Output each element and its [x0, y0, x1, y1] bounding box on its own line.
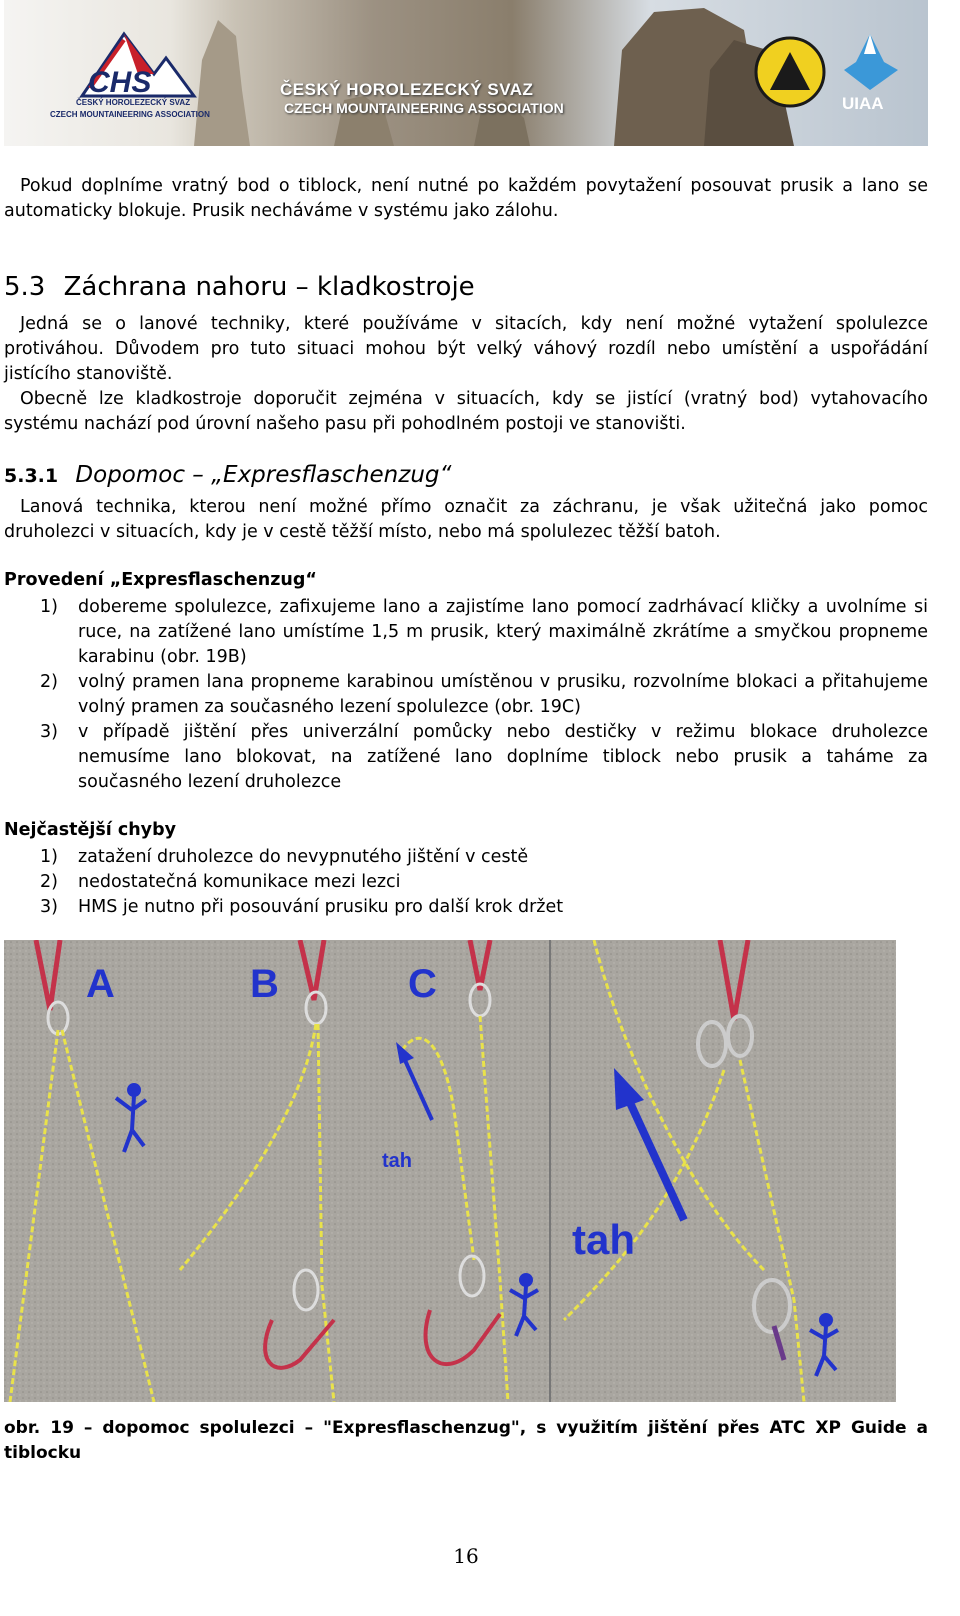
figure-caption: obr. 19 – dopomoc spolulezci – "Expresflaschenzug", s využitím jištění přes ATC XP Guide a tiblocku	[4, 1418, 928, 1463]
list-item	[4, 870, 928, 895]
list-number: 3)	[40, 722, 58, 742]
figure-photo	[4, 940, 896, 1402]
list-item	[4, 845, 928, 870]
subsection-paragraph: Lanová technika, kterou není možné přímo označit za záchranu, je však užitečná jako pomoc druholezci v situacích, kdy je v cestě těžší místo, nebo má spolulezec těžší batoh.	[4, 497, 928, 542]
subsection-number: 5.3.1	[4, 465, 59, 487]
list-text: zatažení druholezce do nevypnutého jištění v cestě	[78, 847, 529, 867]
chs-logo-subtitle-en: CZECH MOUNTAINEERING ASSOCIATION	[50, 110, 210, 119]
list-number: 3)	[40, 897, 58, 917]
figure-label-c: C	[408, 962, 437, 1006]
list-item	[4, 895, 928, 920]
banner-title-cz: ČESKÝ HOROLEZECKÝ SVAZ	[280, 80, 534, 99]
list-number: 1)	[40, 597, 58, 617]
subsection-title: Dopomoc – „Expresflaschenzug“	[75, 462, 452, 488]
intro-paragraph: Pokud doplníme vratný bod o tiblock, není nutné po každém povytažení posouvat prusik a lano se automaticky blokuje. Prusik necháváme v systému jako zálohu.	[4, 176, 928, 221]
list-text: v případě jištění přes univerzální pomůcky nebo destičky v režimu blokace druholezce nemusíme lano blokovat, na zatížené lano doplníme tiblock nebo prusik a taháme za současného lezení druholezce	[78, 722, 928, 792]
section-paragraph-1: Jedná se o lanové techniky, které používáme v sitacích, kdy není možné vytažení spolulezce protiváhou. Důvodem pro tuto situaci mohou být velký váhový rozdíl nebo umístění a uspořádání jistícího stanoviště.	[4, 314, 928, 384]
figure-tah-small: tah	[382, 1150, 412, 1172]
procedure-heading: Provedení „Expresflaschenzug“	[4, 570, 317, 590]
section-title: Záchrana nahoru – kladkostroje	[63, 272, 475, 302]
procedure-list	[4, 595, 928, 795]
header-banner	[4, 0, 928, 146]
section-number: 5.3	[4, 272, 46, 302]
errors-heading: Nejčastější chyby	[4, 820, 177, 840]
figure-label-a: A	[86, 962, 115, 1006]
list-item	[4, 595, 928, 670]
list-number: 2)	[40, 872, 58, 892]
errors-list	[4, 845, 928, 920]
list-text: nedostatečná komunikace mezi lezci	[78, 872, 401, 892]
subsection-heading	[4, 462, 451, 488]
list-item	[4, 720, 928, 795]
chs-logo-subtitle-cz: ČESKÝ HOROLEZECKÝ SVAZ	[76, 98, 191, 107]
figure-label-b: B	[250, 962, 279, 1006]
uiaa-logo-text: UIAA	[842, 94, 884, 113]
list-text: volný pramen lana propneme karabinou umístěnou v prusiku, rozvolníme blokaci a přitahujeme volný pramen za současného lezení spolulezce (obr. 19C)	[78, 672, 928, 717]
section-heading	[4, 272, 475, 302]
section-paragraph-2: Obecně lze kladkostroje doporučit zejména v situacích, kdy se jistící (vratný bod) vytahovacího systému nachází pod úrovní našeho pasu při pohodlném postoji ve stanovišti.	[4, 389, 928, 434]
list-number: 1)	[40, 847, 58, 867]
banner-title-en: CZECH MOUNTAINEERING ASSOCIATION	[284, 100, 564, 116]
chs-logo-text: CHS	[88, 66, 152, 99]
list-item	[4, 670, 928, 720]
list-text: dobereme spolulezce, zafixujeme lano a zajistíme lano pomocí zadrhávací kličky a uvolníme si ruce, na zatížené lano umístíme 1,5 m prusik, který maximálně zkrátíme a smyčkou propneme karabinu (obr. 19B)	[78, 597, 928, 667]
figure-photo-art	[4, 940, 896, 1402]
page-number: 16	[453, 1544, 479, 1568]
list-number: 2)	[40, 672, 58, 692]
list-text: HMS je nutno při posouvání prusiku pro další krok držet	[78, 897, 564, 917]
figure-tah-large: tah	[572, 1216, 635, 1263]
